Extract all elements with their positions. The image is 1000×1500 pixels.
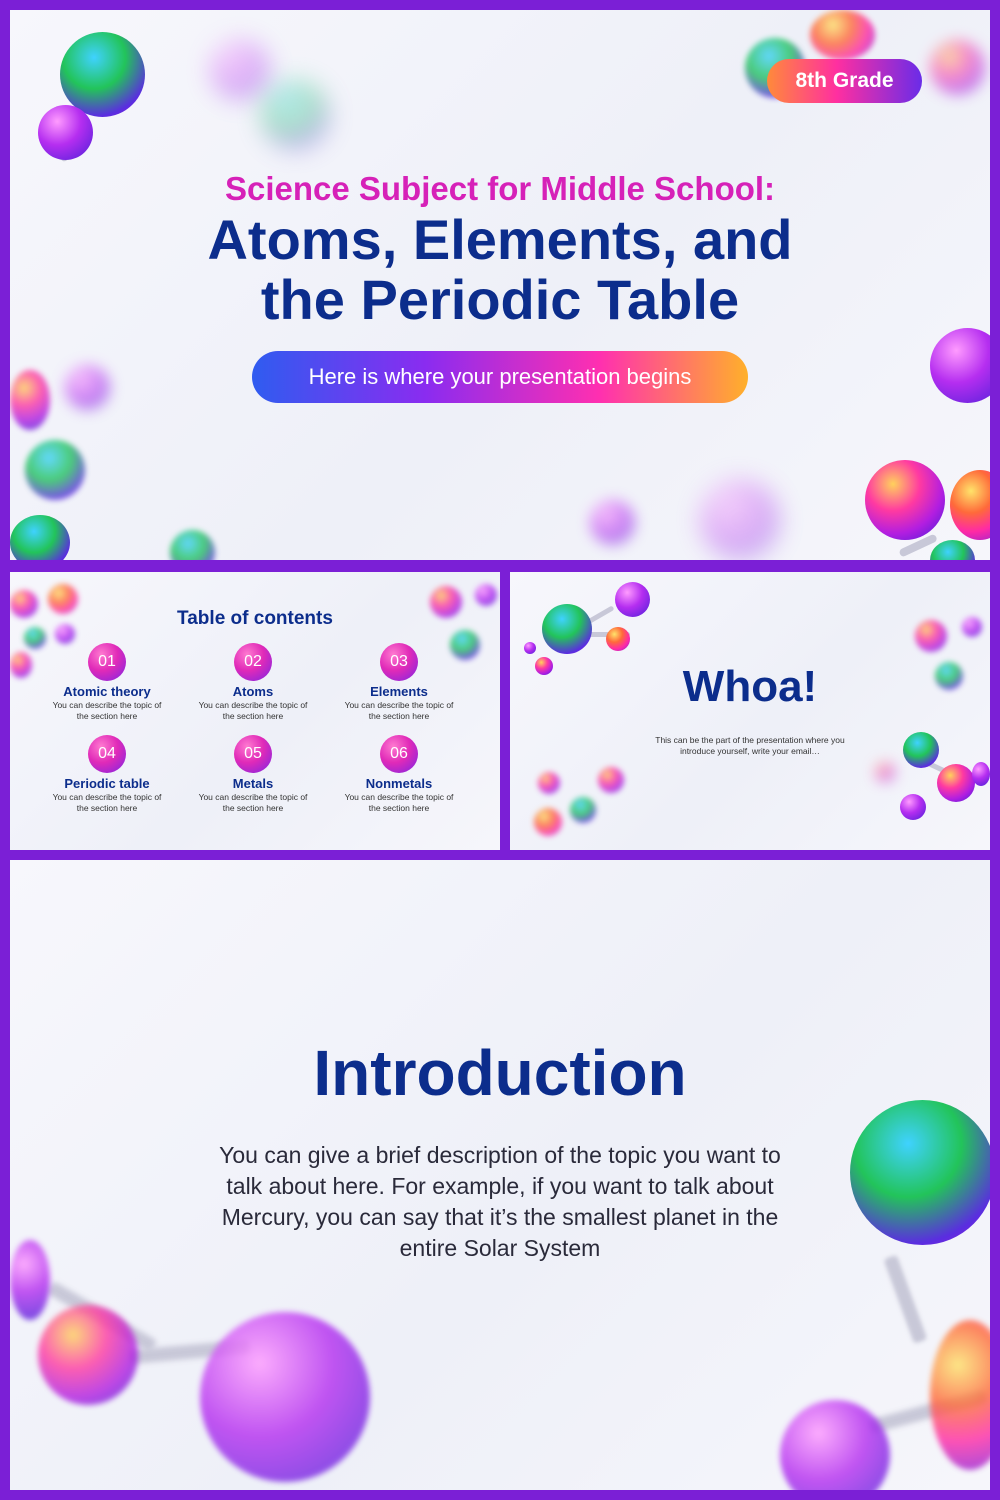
toc-number-badge: 06: [380, 735, 418, 773]
atom-sphere: [170, 530, 215, 560]
tagline-pill: Here is where your presentation begins: [252, 351, 748, 403]
title-line-1: Atoms, Elements, and: [207, 208, 793, 271]
toc-item[interactable]: [34, 643, 180, 722]
atom-sphere: [38, 1305, 138, 1405]
atom-sphere: [598, 767, 624, 793]
whoa-heading: Whoa!: [682, 662, 818, 711]
toc-item-label: Periodic table: [64, 776, 150, 791]
atom-sphere: [590, 500, 635, 545]
atom-sphere: [200, 1312, 370, 1482]
atom-sphere: [900, 794, 926, 820]
atom-sphere: [903, 732, 939, 768]
toc-item-description: You can describe the topic of the section here: [52, 792, 162, 813]
toc-item[interactable]: [326, 643, 472, 722]
atom-sphere: [930, 540, 975, 560]
toc-item[interactable]: [34, 735, 180, 814]
atom-sphere: [570, 797, 596, 823]
molecule-bond: [883, 1255, 927, 1344]
toc-number-badge: 05: [234, 735, 272, 773]
toc-item-label: Atomic theory: [63, 684, 151, 699]
toc-item[interactable]: [180, 735, 326, 814]
atom-sphere: [606, 627, 630, 651]
atom-sphere: [950, 470, 990, 540]
atom-sphere: [915, 620, 947, 652]
toc-item-description: You can describe the topic of the section here: [344, 792, 454, 813]
slide-title: [10, 210, 990, 330]
atom-sphere: [930, 328, 990, 403]
toc-heading: Table of contents: [177, 608, 333, 629]
atom-sphere: [810, 10, 875, 60]
atom-sphere: [25, 440, 85, 500]
atom-sphere: [38, 105, 93, 160]
toc-item[interactable]: [326, 735, 472, 814]
toc-item-description: You can describe the topic of the section here: [198, 700, 308, 721]
atom-sphere: [10, 370, 50, 430]
atom-sphere: [962, 617, 982, 637]
atom-sphere: [65, 365, 110, 410]
atom-sphere: [542, 604, 592, 654]
toc-item-label: Elements: [370, 684, 428, 699]
toc-item-description: You can describe the topic of the section here: [198, 792, 308, 813]
whoa-slide: [510, 572, 990, 850]
whoa-body-text: This can be the part of the presentation where you introduce yourself, write your email…: [655, 735, 845, 756]
atom-sphere: [865, 460, 945, 540]
introduction-slide: [10, 860, 990, 1490]
toc-item-description: You can describe the topic of the section here: [344, 700, 454, 721]
atom-sphere: [538, 772, 560, 794]
toc-number-badge: 01: [88, 643, 126, 681]
atom-sphere: [210, 40, 270, 100]
atom-sphere: [534, 808, 562, 836]
slide-subtitle: Science Subject for Middle School:: [224, 170, 776, 207]
atom-sphere: [930, 40, 985, 95]
atom-sphere: [60, 32, 145, 117]
grade-badge: 8th Grade: [767, 59, 922, 103]
title-slide: [10, 10, 990, 560]
introduction-heading: Introduction: [313, 1037, 687, 1109]
title-line-2: the Periodic Table: [260, 268, 740, 331]
atom-sphere: [780, 1400, 890, 1490]
toc-item-label: Atoms: [232, 684, 274, 699]
atom-sphere: [615, 582, 650, 617]
atom-sphere: [10, 652, 32, 678]
toc-item-label: Nonmetals: [365, 776, 433, 791]
toc-number-badge: 03: [380, 643, 418, 681]
toc-item-description: You can describe the topic of the section here: [52, 700, 162, 721]
introduction-body-text: You can give a brief description of the topic you want to talk about here. For example, if you want to talk about Mercury, you can say that it’s the smallest planet in the entire Solar System: [219, 1142, 781, 1261]
atom-sphere: [260, 80, 330, 150]
atom-sphere: [10, 1240, 50, 1320]
toc-slide: [10, 572, 500, 850]
atom-sphere: [524, 642, 536, 654]
atom-sphere: [850, 1100, 990, 1245]
toc-item[interactable]: [180, 643, 326, 722]
atom-sphere: [930, 1320, 990, 1470]
toc-item-label: Metals: [232, 776, 274, 791]
atom-sphere: [10, 515, 70, 560]
atom-sphere: [875, 762, 895, 782]
toc-number-badge: 04: [88, 735, 126, 773]
atom-sphere: [700, 480, 780, 560]
atom-sphere: [972, 762, 990, 786]
atom-sphere: [937, 764, 975, 802]
atom-sphere: [475, 584, 497, 606]
toc-number-badge: 02: [234, 643, 272, 681]
